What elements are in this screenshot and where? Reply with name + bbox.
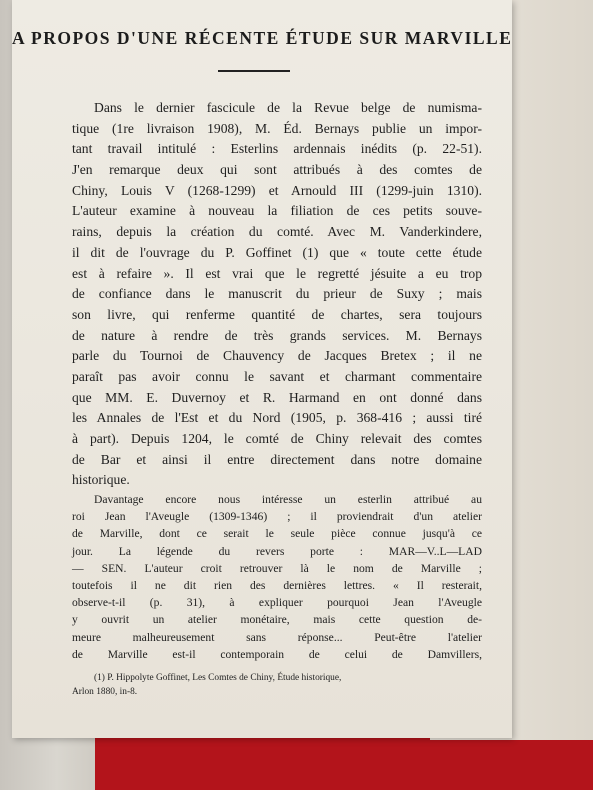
text-line: jour. La légende du revers porte : MAR—V..L—LAD <box>72 544 482 558</box>
text-line: il dit de l'ouvrage du P. Goffinet (1) que « toute cette étude <box>72 244 482 260</box>
footnote <box>72 671 482 699</box>
text-line: de nature à rendre de très grands services. M. Bernays <box>72 327 482 343</box>
small-paragraph <box>72 491 482 663</box>
text-line: toutefois il ne dit rien des dernières lettres. « Il resterait, <box>72 579 482 592</box>
text-line: historique. <box>72 472 130 488</box>
text-line: Davantage encore nous intéresse un esterlin attribué au <box>94 493 482 507</box>
text-line: de confiance dans le manuscrit du prieur de Suxy ; mais <box>72 286 482 302</box>
footnote-line: Arlon 1880, in-8. <box>72 686 138 697</box>
text-line: meure malheureusement sans réponse... Peut-être l'atelier <box>72 630 482 644</box>
text-line: Chiny, Louis V (1268-1299) et Arnould III (1299-juin 1310). <box>72 182 482 198</box>
text-line: tant travail intitulé : Esterlins ardennais inédits (p. 22-51). <box>72 141 482 157</box>
text-line: que MM. E. Duvernoy et R. Harmand en ont donné dans <box>72 389 482 405</box>
text-line: L'auteur examine à nouveau la filiation de ces petits souve- <box>72 203 482 219</box>
text-line: paraît pas avoir connu le savant et charmant commentaire <box>72 368 482 384</box>
footnote-line: (1) P. Hippolyte Goffinet, Les Comtes de Chiny, Étude historique, <box>94 672 342 683</box>
main-paragraph <box>72 98 482 491</box>
text-line: est à refaire ». Il est vrai que le regretté jésuite a eu trop <box>72 265 482 281</box>
page-title: A PROPOS D'UNE RÉCENTE ÉTUDE SUR MARVILLE <box>12 28 513 48</box>
text-line: parle du Tournoi de Chauvency de Jacques Bretex ; il ne <box>72 348 482 364</box>
text-line: roi Jean l'Aveugle (1309-1346) ; il proviendrait d'un atelier <box>72 510 482 524</box>
text-line: les Annales de l'Est et du Nord (1905, p. 368-416 ; aussi tiré <box>72 410 482 426</box>
text-line: son livre, qui renferme quantité de chartes, sera toujours <box>72 306 482 322</box>
text-line: Dans le dernier fascicule de la Revue belge de numisma- <box>94 100 482 115</box>
article-body <box>72 98 482 699</box>
text-line: de Marville, dont ce serait le seule pièce connue jusqu'à ce <box>72 527 482 541</box>
text-line: rains, depuis la création du comté. Avec M. Vanderkindere, <box>72 224 482 240</box>
text-line: — SEN. L'auteur croit retrouver là le nom de Marville ; <box>72 561 482 575</box>
text-line: de Marville est-il contemporain de celui de Damvillers, <box>72 647 482 661</box>
text-line: de Bar et ainsi il entre directement dans notre domaine <box>72 451 482 467</box>
text-line: y ouvrit un atelier monétaire, mais cette question de- <box>72 613 482 627</box>
document-page <box>12 0 512 738</box>
text-line: tique (1re livraison 1908), M. Éd. Bernays publie un impor- <box>72 120 482 136</box>
text-line: J'en remarque deux qui sont attribués à des comtes de <box>72 162 482 178</box>
text-line: observe-t-il (p. 31), à expliquer pourquoi Jean l'Aveugle <box>72 596 482 610</box>
title-rule <box>218 70 290 72</box>
text-line: à part). Depuis 1204, le comté de Chiny relevait des comtes <box>72 431 482 446</box>
